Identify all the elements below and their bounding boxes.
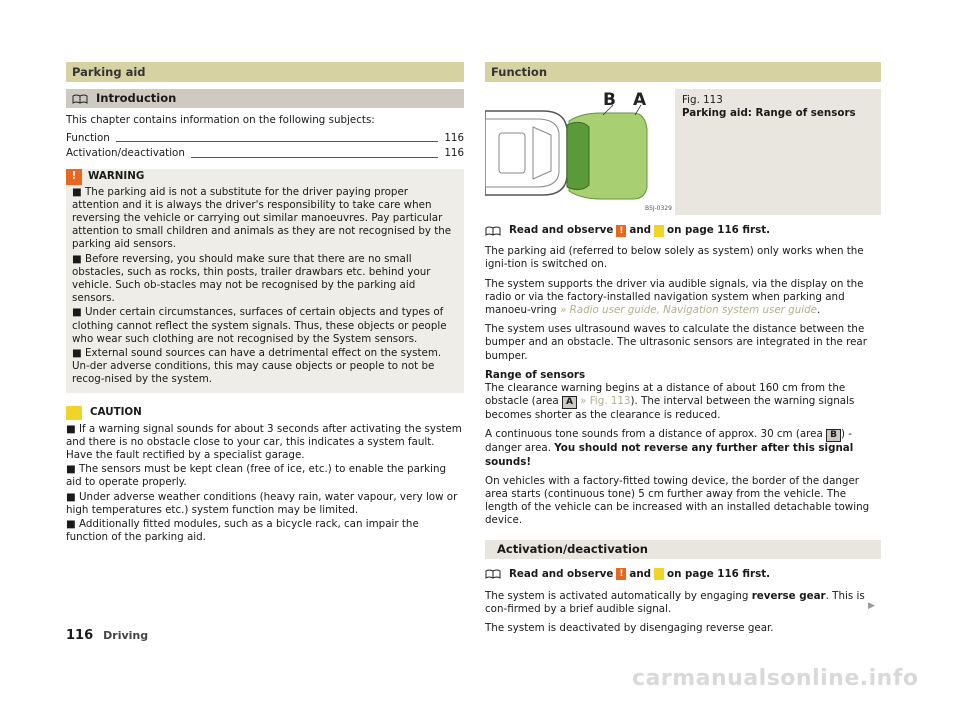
warning-item: ■ Before reversing, you should make sure that there are no small obstacles, such as rocks, thin posts, trailer drawbars etc. behind your vehicle. Such ob-stacles may not be recognised by the parking aid sensors.	[72, 252, 431, 305]
toc-row[interactable]	[66, 132, 464, 145]
toc-label: Activation/deactivation	[66, 147, 185, 160]
warning-box	[66, 169, 464, 393]
warning-mini-icon: !	[616, 568, 626, 580]
roi-pre: Read and observe	[509, 224, 614, 236]
para-support	[485, 278, 881, 318]
continue-arrow-icon: ▶	[868, 601, 875, 611]
para-support-text: The system supports the driver via audible signals, via the display on the radio or via the factory-installed navigation system when parking and manoeu-vring	[485, 277, 864, 317]
footer-section: Driving	[103, 629, 149, 642]
reverse-gear-term: reverse gear	[751, 589, 826, 602]
page-footer	[66, 629, 148, 642]
para-activation	[485, 590, 881, 616]
left-column	[66, 62, 464, 544]
warning-item: ■ Under certain circumstances, surfaces of certain objects and types of clothing cannot reflect the system signals. Thus, these objects or people who wear such clothing are not recognised by the System sensors.	[72, 306, 447, 345]
para-ignition: The parking aid (referred to below solely as system) only works when the igni-tion is switched on.	[485, 245, 864, 271]
toc-leader	[116, 141, 439, 142]
para-towing: On vehicles with a factory-fitted towing device, the border of the danger area starts (continuous tone) 5 cm further away from the vehicle. The length of the vehicle can be increased with an installed detachable towing device.	[485, 474, 870, 527]
caution-item: ■ Additionally fitted modules, such as a bicycle rack, can impair the function of the parking aid.	[66, 518, 419, 544]
toc-page: 116	[444, 132, 464, 145]
right-column	[485, 62, 881, 635]
caution-title-row	[66, 405, 464, 421]
figure-title: Parking aid: Range of sensors	[682, 107, 856, 120]
continuous-tone	[485, 428, 881, 468]
warning-title-row	[72, 169, 458, 185]
range-block	[485, 369, 881, 423]
activation-heading	[485, 540, 881, 559]
warning-icon: !	[66, 169, 82, 185]
book-icon	[72, 94, 88, 104]
caution-item: ■ The sensors must be kept clean (free of ice, etc.) to enable the parking aid to operate properly.	[66, 463, 447, 489]
read-and-observe	[485, 568, 881, 581]
page-number: 116	[66, 628, 94, 643]
intro-text: This chapter contains information on the following subjects:	[66, 114, 375, 126]
roi-post: on page 116 first.	[667, 224, 771, 236]
book-icon	[485, 226, 501, 236]
caution-item: ■ If a warning signal sounds for about 3 seconds after activating the system and there is no obstacle close to your car, this indicates a system fault. Have the fault rectified by a specialist garage.	[66, 422, 462, 462]
caution-mini-icon	[654, 568, 664, 580]
watermark: carmanualsonline.info	[632, 666, 919, 691]
intro-heading	[66, 89, 464, 108]
figure-code: B5J-0329	[645, 205, 672, 212]
cont-warning: You should not reverse any further after this signal sounds!	[485, 442, 854, 468]
warning-mini-icon: !	[616, 225, 626, 237]
function-title: Function	[485, 62, 881, 82]
warning-list	[72, 186, 458, 387]
warning-title: WARNING	[88, 170, 145, 182]
para-deactivation: The system is deactivated by disengaging reverse gear.	[485, 622, 774, 635]
caution-icon	[66, 406, 82, 420]
activation-title: Activation/deactivation	[497, 541, 648, 556]
act-text-b: . This is con-firmed by a brief audible signal.	[485, 589, 865, 616]
toc-row[interactable]	[66, 147, 464, 160]
range-text-a: The clearance warning begins at a distance of about 160 cm from the obstacle (area	[485, 382, 846, 408]
toc-leader	[191, 157, 438, 158]
warning-item: ■ External sound sources can have a detrimental effect on the system. Un-der adverse conditions, this may cause objects or people to not be recog-nised by the system.	[72, 347, 442, 386]
caution-list	[66, 423, 464, 545]
act-text-a: The system is activated automatically by engaging	[485, 589, 752, 602]
figure-number: Fig. 113	[682, 94, 723, 106]
figure-caption	[682, 94, 856, 120]
sensor-area-b	[567, 122, 589, 189]
figure-113	[485, 89, 881, 215]
cont-text-b: ) - danger area.	[485, 428, 852, 455]
read-and-observe	[485, 224, 881, 237]
roi-pre: Read and observe	[509, 567, 614, 580]
parking-sensor-diagram	[485, 89, 675, 215]
label-b: B	[603, 90, 616, 110]
para-support-end: .	[816, 304, 821, 317]
warning-item: ■ The parking aid is not a substitute for the driver paying proper attention and it is always the driver's responsibility to take care when reversing the vehicle or carrying out similar manoeuvres. Pay particular attention to small children and animals as they are not recognised by the parking aid sensors.	[72, 185, 452, 251]
para-ultrasound: The system uses ultrasound waves to calculate the distance between the bumper and an obstacle. The ultrasonic sensors are integrated in the rear bumper.	[485, 323, 867, 362]
toc	[66, 132, 464, 160]
caution-mini-icon	[654, 225, 664, 237]
caution-item: ■ Under adverse weather conditions (heavy rain, water vapour, very low or high temperatures etc.) system function may be limited.	[66, 490, 458, 516]
section-title: Parking aid	[66, 62, 464, 82]
range-heading: Range of sensors	[485, 368, 586, 381]
label-a: A	[633, 90, 647, 110]
book-icon	[485, 569, 501, 579]
range-text-b: ). The interval between the warning signals becomes shorter as the clearance is reduced.	[485, 395, 855, 422]
radio-guide-link[interactable]: » Radio user guide, Navigation system user guide	[560, 304, 817, 317]
toc-label: Function	[66, 132, 110, 145]
roi-and: and	[629, 224, 652, 236]
roi-post: on page 116 first.	[667, 567, 771, 580]
caution-title: CAUTION	[90, 406, 142, 419]
cont-text-a: A continuous tone sounds from a distance of approx. 30 cm (area	[485, 428, 827, 441]
fig-113-link[interactable]: » Fig. 113	[576, 395, 631, 408]
toc-page: 116	[444, 147, 464, 160]
area-a-label: A	[562, 396, 577, 409]
area-b-label: B	[826, 429, 841, 442]
intro-title: Introduction	[96, 91, 177, 105]
roi-and: and	[629, 567, 652, 580]
